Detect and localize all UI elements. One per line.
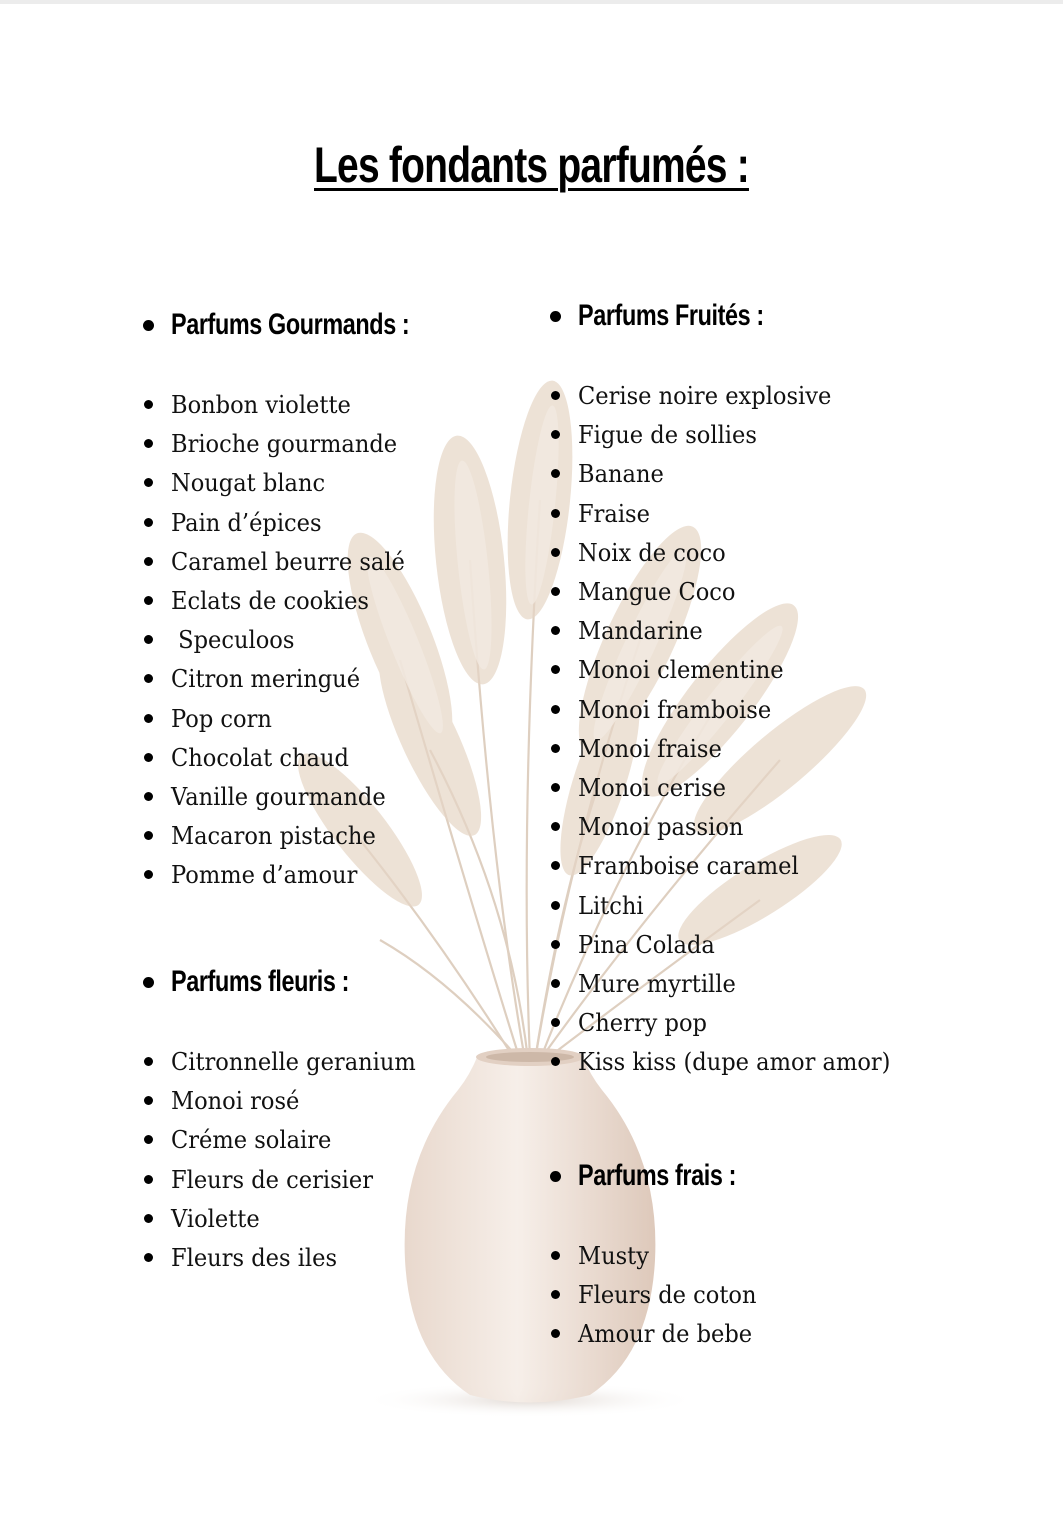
bullet-icon [551,744,560,753]
bullet-icon [551,587,560,596]
bullet-icon [144,557,153,566]
bullet-icon [143,977,154,988]
section-heading [545,1156,781,1196]
bullet-icon [551,1018,560,1027]
bullet-icon [551,665,560,674]
list-item: Kiss kiss (dupe amor amor) [545,1042,918,1081]
list-item: Cerise noire explosive [545,376,918,415]
bullet-icon [551,901,560,910]
list-item: Bonbon violette [138,385,477,424]
section-heading [545,296,918,336]
bullet-icon [551,469,560,478]
list-item: Violette [138,1199,437,1238]
bullet-icon [551,1329,560,1338]
section-frais [545,1156,781,1354]
list-item: Fleurs des iles [138,1238,437,1277]
list-item: Pop corn [138,699,477,738]
bullet-icon [144,1253,153,1262]
list-item: Amour de bebe [545,1314,781,1353]
list-item: Créme solaire [138,1120,437,1159]
list-item: Chocolat chaud [138,738,477,777]
list-item: Monoi framboise [545,690,918,729]
bullet-icon [144,400,153,409]
bullet-icon [551,705,560,714]
list-item: Monoi fraise [545,729,918,768]
list-item: Banane [545,454,918,493]
list-item: Mangue Coco [545,572,918,611]
list-item: Monoi cerise [545,768,918,807]
bullet-icon [144,674,153,683]
list-item: Cherry pop [545,1003,918,1042]
bullet-icon [144,753,153,762]
list-item: Figue de sollies [545,415,918,454]
bullet-icon [144,792,153,801]
list-item: Speculoos [138,620,477,659]
bullet-icon [551,548,560,557]
bullet-icon [144,1175,153,1184]
section-fleuris [138,962,437,1277]
list-item: Citron meringué [138,659,477,698]
bullet-icon [144,596,153,605]
list-item: Vanille gourmande [138,777,477,816]
bullet-icon [551,430,560,439]
section-fruites [545,296,918,1081]
list-item: Mandarine [545,611,918,650]
bullet-icon [551,979,560,988]
list-item: Nougat blanc [138,463,477,502]
bullet-icon [144,439,153,448]
list-item: Pina Colada [545,925,918,964]
list-frais [545,1236,781,1354]
bullet-icon [144,635,153,644]
list-fruites [545,376,918,1081]
bullet-icon [144,870,153,879]
list-fleuris [138,1042,437,1277]
heading-fruites: Parfums Fruités : [578,299,764,332]
list-item: Noix de coco [545,533,918,572]
bullet-icon [144,478,153,487]
list-gourmands [138,385,477,894]
list-item: Citronnelle geranium [138,1042,437,1081]
bullet-icon [144,831,153,840]
list-item: Mure myrtille [545,964,918,1003]
list-item: Pain d’épices [138,503,477,542]
page-title: Les fondants parfumés : [314,137,749,193]
bullet-icon [551,1251,560,1260]
list-item: Litchi [545,885,918,924]
list-item: Framboise caramel [545,846,918,885]
list-item: Caramel beurre salé [138,542,477,581]
bullet-icon [551,940,560,949]
section-heading [138,962,437,1002]
bullet-icon [550,1171,561,1182]
list-item: Fleurs de coton [545,1275,781,1314]
bullet-icon [551,1057,560,1066]
bullet-icon [144,1135,153,1144]
bullet-icon [551,509,560,518]
bullet-icon [551,783,560,792]
heading-gourmands: Parfums Gourmands : [171,308,410,341]
list-item: Monoi rosé [138,1081,437,1120]
list-item: Pomme d’amour [138,855,477,894]
list-item: Macaron pistache [138,816,477,855]
list-item: Brioche gourmande [138,424,477,463]
list-item: Fleurs de cerisier [138,1160,437,1199]
section-gourmands [138,305,477,894]
bullet-icon [144,714,153,723]
bullet-icon [551,1290,560,1299]
bullet-icon [144,1214,153,1223]
bullet-icon [551,822,560,831]
bullet-icon [551,626,560,635]
bullet-icon [143,320,154,331]
list-item: Fraise [545,494,918,533]
bullet-icon [144,1057,153,1066]
section-heading [138,305,477,345]
list-item: Monoi passion [545,807,918,846]
bullet-icon [144,1096,153,1105]
bullet-icon [550,311,561,322]
list-item: Musty [545,1236,781,1275]
list-item: Monoi clementine [545,650,918,689]
list-item: Eclats de cookies [138,581,477,620]
bullet-icon [551,391,560,400]
heading-fleuris: Parfums fleuris : [171,965,350,998]
bullet-icon [144,518,153,527]
heading-frais: Parfums frais : [578,1159,737,1192]
bullet-icon [551,861,560,870]
